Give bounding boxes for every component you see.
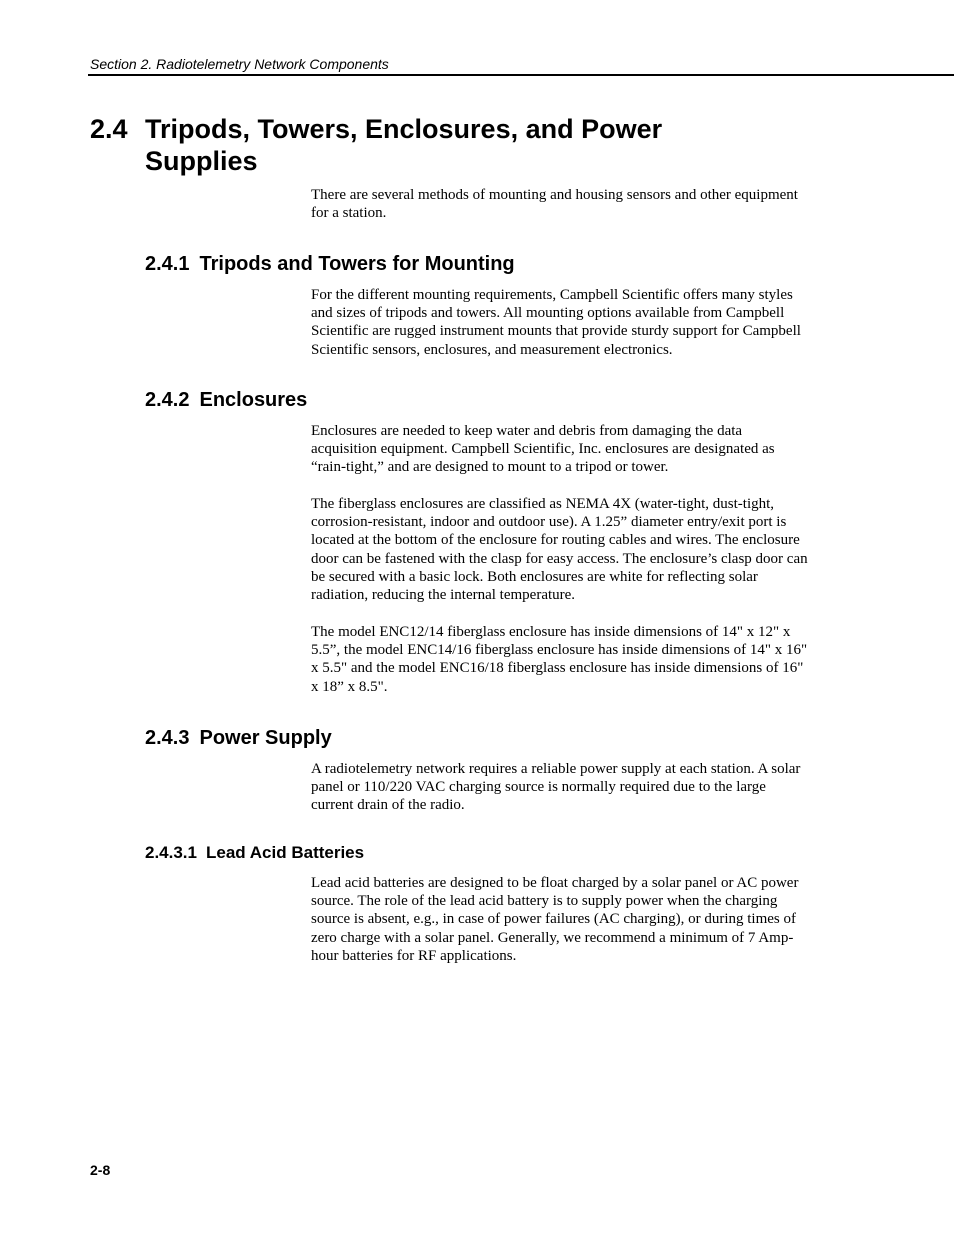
subsection-number: 2.4.1 (145, 253, 190, 275)
running-header: Section 2. Radiotelemetry Network Components (90, 56, 389, 72)
section-title-line2: Supplies (145, 146, 258, 176)
subsection-number: 2.4.2 (145, 389, 190, 411)
subsection-heading-power-supply (145, 726, 332, 750)
subsubsection-title: Lead Acid Batteries (206, 843, 365, 862)
subsubsection-heading-lead-acid (145, 843, 364, 863)
section-heading (90, 113, 790, 177)
subsection-title: Tripods and Towers for Mounting (199, 253, 515, 275)
section-title-line1: Tripods, Towers, Enclosures, and Power (145, 114, 663, 144)
subsection-heading-tripods (145, 252, 515, 276)
section-number: 2.4 (90, 114, 128, 144)
subsection-title: Enclosures (199, 389, 308, 411)
enclosures-paragraph-1: Enclosures are needed to keep water and debris from damaging the data acquisition equipment. Campbell Scientific, Inc. enclosures are designated as “rain-tight,” and are designed to mount to a tripod or tower. (311, 423, 775, 476)
subsection-title: Power Supply (199, 727, 332, 749)
subsection-heading-enclosures (145, 388, 307, 412)
subsubsection-number: 2.4.3.1 (145, 843, 197, 862)
enclosures-paragraph-2: The fiberglass enclosures are classified as NEMA 4X (water-tight, dust-tight, corrosion-resistant, indoor and outdoor use). A 1.25” diameter entry/exit port is located at the bottom of the enclosure for routing cables and wires. The enclosure door can be fastened with the clasp for easy access. The enclosure’s clasp door can be secured with a basic lock. Both enclosures are white for reflecting solar radiation, reducing the internal temperature. (311, 496, 808, 604)
page-number: 2-8 (90, 1162, 111, 1178)
tripods-paragraph: For the different mounting requirements, Campbell Scientific offers many styles and sizes of tripods and towers. All mounting options available from Campbell Scientific are rugged instrument mounts that provide sturdy support for Campbell Scientific sensors, enclosures, and measurement electronics. (311, 287, 801, 358)
section-intro-paragraph: There are several methods of mounting and housing sensors and other equipment for a station. (311, 187, 798, 222)
subsection-number: 2.4.3 (145, 727, 190, 749)
power-supply-paragraph: A radiotelemetry network requires a reliable power supply at each station. A solar panel or 110/220 VAC charging source is normally required due to the large current drain of the radio. (311, 761, 801, 814)
enclosures-paragraph-3: The model ENC12/14 fiberglass enclosure has inside dimensions of 14" x 12" x 5.5”, the model ENC14/16 fiberglass enclosure has inside dimensions of 14" x 16" x 5.5" and the model ENC16/18 fiberglass enclosure has inside dimensions of 16" x 18” x 8.5". (311, 624, 808, 695)
header-rule (88, 74, 954, 76)
lead-acid-paragraph: Lead acid batteries are designed to be float charged by a solar panel or AC power source. The role of the lead acid battery is to supply power when the charging source is absent, e.g., in case of power failures (AC charging), or during times of zero charge with a solar panel. Generally, we recommend a minimum of 7 Amp-hour batteries for RF applications. (311, 875, 799, 964)
